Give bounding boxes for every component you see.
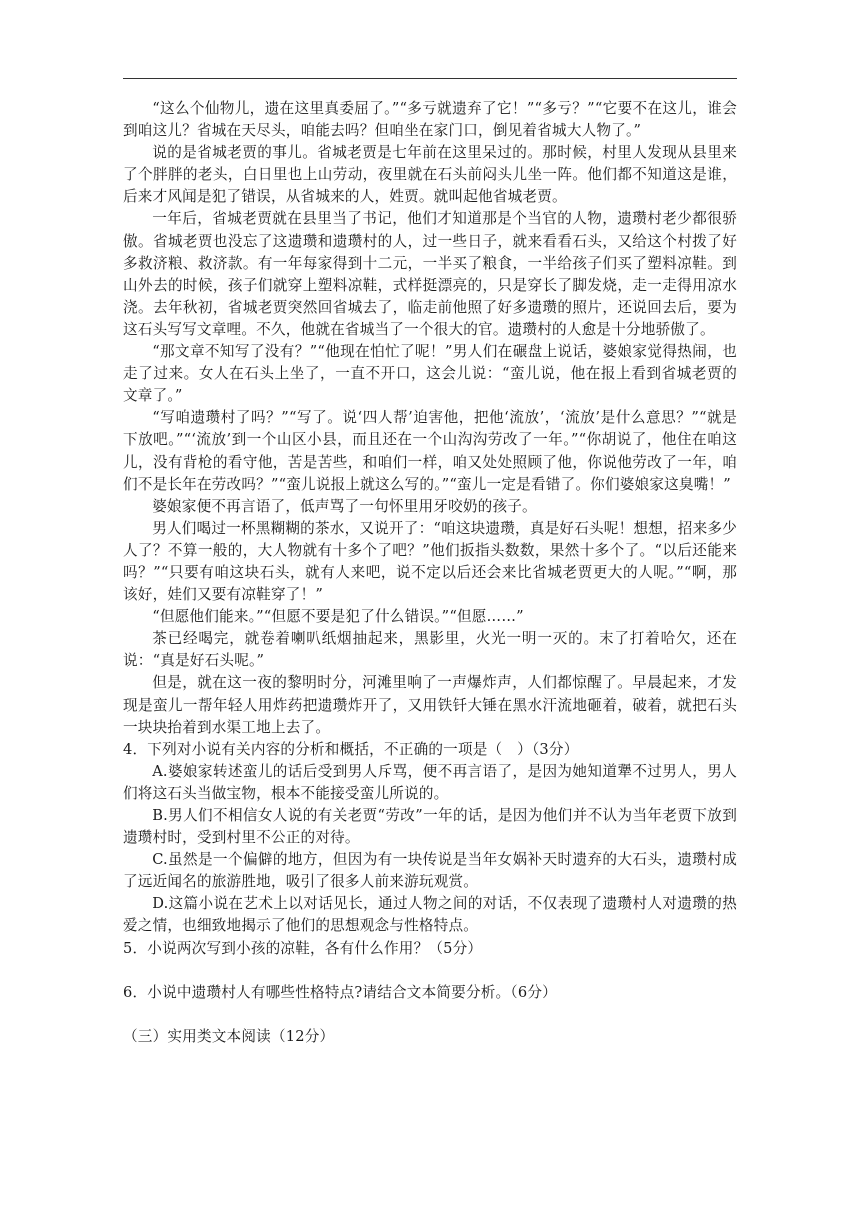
question-5: 5．小说两次写到小孩的凉鞋，各有什么作用？（5分） [123, 939, 483, 957]
story-paragraph: 男人们喝过一杯黑糊糊的茶水，又说开了：“咱这块遗瓒，真是好石头呢！想想，招来多少人了？不算一般的，大人物就有十多个了吧？”他们扳指头数数，果然十多个了。“以后还能来吗？”“只要有咱这块石头，就有人来吧，说不定以后还会来比省城老贾更大的人呢。”“啊，那该好，娃们又要有凉鞋穿了！” [123, 519, 737, 604]
question-6: 6．小说中遗瓒村人有哪些性格特点?请结合文本简要分析。（6分） [123, 983, 557, 1001]
header-rule [123, 78, 737, 79]
story-paragraph: 一年后，省城老贾就在县里当了书记，他们才知道那是个当官的人物，遗瓒村老少都很骄傲。省城老贾也没忘了这遗瓒和遗瓒村的人，过一些日子，就来看看石头，又给这个村拨了好多救济粮、救济款。有一年每家得到十二元，一半买了粮食，一半给孩子们买了塑料凉鞋。到山外去的时候，孩子们就穿上塑料凉鞋，式样挺漂亮的，只是穿长了脚发烧，走一走得用凉水浇。去年秋初，省城老贾突然回省城去了，临走前他照了好多遗瓒的照片，还说回去后，要为这石头写写文章哩。不久，他就在省城当了一个很大的官。遗瓒村的人愈是十分地骄傲了。 [123, 210, 737, 338]
story-paragraph: “那文章不知写了没有？”“他现在怕忙了呢！”男人们在碾盘上说话，婆娘家觉得热闹，也走了过来。女人在石头上坐了，一直不开口，这会儿说：“蛮儿说，他在报上看到省城老贾的文章了。” [123, 343, 737, 405]
story-paragraph: 但是，就在这一夜的黎明时分，河滩里响了一声爆炸声，人们都惊醒了。早晨起来，才发现是蛮儿一帮年轻人用炸药把遗瓒炸开了，又用铁钎大锤在黑水汗流地砸着，破着，就把石头一块块抬着到水渠工地上去了。 [123, 674, 737, 736]
question-4-option-b: B.男人们不相信女人说的有关老贾“劳改”一年的话，是因为他们并不认为当年老贾下放到遗瓒村时，受到村里不公正的对待。 [123, 807, 737, 847]
answer-space [123, 960, 737, 982]
question-4-option-d: D.这篇小说在艺术上以对话见长，通过人物之间的对话，不仅表现了遗瓒村人对遗瓒的热爱之情，也细致地揭示了他们的思想观念与性格特点。 [123, 895, 737, 935]
section-heading: （三）实用类文本阅读（12分） [123, 1027, 335, 1045]
story-paragraph: 婆娘家便不再言语了，低声骂了一句怀里用牙咬奶的孩子。 [152, 497, 537, 515]
story-paragraph: “但愿他们能来。”“但愿不要是犯了什么错误。”“但愿……” [152, 608, 524, 626]
document-body [123, 98, 737, 1048]
answer-space [123, 1004, 737, 1026]
question-4-stem: 4．下列对小说有关内容的分析和概括，不正确的一项是（ ）（3分） [123, 740, 579, 758]
story-paragraph: “这么个仙物儿，遗在这里真委屈了。”“多亏就遗弃了它！”“多亏？”“它要不在这儿，谁会到咱这儿？省城在天尽头，咱能去吗？但咱坐在家门口，倒见着省城大人物了。” [123, 100, 737, 140]
question-4-option-a: A.婆娘家转述蛮儿的话后受到男人斥骂，便不再言语了，是因为她知道犟不过男人，男人们将这石头当做宝物，根本不能接受蛮儿所说的。 [123, 762, 737, 802]
story-paragraph: “写咱遗瓒村了吗？”“写了。说‘四人帮’迫害他，把他‘流放’，‘流放’是什么意思？”“就是下放吧。”“‘流放’到一个山区小县，而且还在一个山沟沟劳改了一年。”“你胡说了，他住在咱这儿，没有背枪的看守他，苦是苦些，和咱们一样，咱又处处照顾了他，你说他劳改了一年，咱们不是长年在劳改吗？”“蛮儿说报上就这么写的。”“蛮儿一定是看错了。你们婆娘家这臭嘴！” [123, 409, 737, 493]
story-paragraph: 茶已经喝完，就卷着喇叭纸烟抽起来，黑影里，火光一明一灭的。末了打着哈欠，还在说：“真是好石头呢。” [123, 630, 737, 670]
question-4-option-c: C.虽然是一个偏僻的地方，但因为有一块传说是当年女娲补天时遗弃的大石头，遗瓒村成了远近闻名的旅游胜地，吸引了很多人前来游玩观赏。 [123, 851, 737, 891]
story-paragraph: 说的是省城老贾的事儿。省城老贾是七年前在这里呆过的。那时候，村里人发现从县里来了个胖胖的老头，白日里也上山劳动，夜里就在石头前闷头儿坐一阵。他们都不知道这是谁，后来才风闻是犯了错误，从省城来的人，姓贾。就叫起他省城老贾。 [123, 144, 737, 206]
